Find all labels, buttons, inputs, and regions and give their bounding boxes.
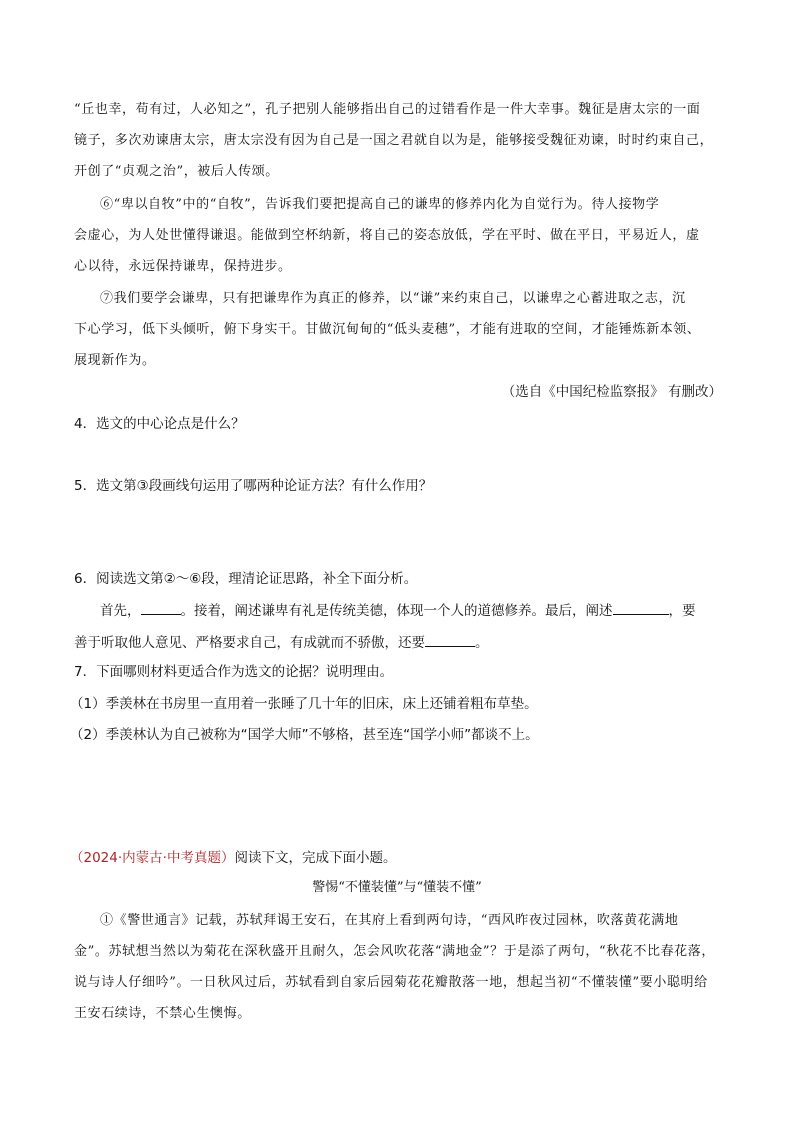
passage-2-instruction: 阅读下文，完成下面小题。 — [234, 850, 397, 866]
fill-text: 。 — [475, 635, 489, 651]
question-7-option-1: （1）季羡林在书房里一直用着一张睡了几十年的旧床，床上还铺着粗布草垫。 — [70, 696, 538, 712]
paragraph-7-line: ⑦我们要学会谦卑，只有把谦卑作为真正的修养，以“谦”来约束自己，以谦卑之心蓄进取之志，沉 — [100, 291, 686, 306]
paragraph-6-line: ⑥“卑以自牧”中的“自牧”，告诉我们要把提高自己的谦卑的修养内化为自觉行为。待人接物学 — [100, 197, 660, 212]
passage-source: （选自《中国纪检监察报》 有删改） — [501, 384, 722, 400]
paragraph-7-line: 下心学习，低下头倾听，俯下身实干。甘做沉甸甸的“低头麦穗”，才能有进取的空间，才能锤炼新本领、 — [74, 322, 701, 337]
passage-2-header — [70, 846, 722, 870]
passage-paragraph-line: 开创了“贞观之治”，被后人传颂。 — [74, 164, 279, 179]
passage-2-paragraph-line: 说与诗人仔细吟”。一日秋风过后，苏轼看到自家后园菊花花瓣散落一地，想起当初“不懂装懂”要小聪明给 — [74, 975, 708, 990]
answer-blank-2[interactable] — [613, 598, 669, 615]
fill-text: 。接着，阐述谦卑有礼是传统美德，体现一个人的道德修养。最后，阐述 — [180, 603, 613, 619]
answer-blank-3[interactable] — [425, 630, 475, 647]
exam-source-tag: （2024·内蒙古·中考真题） — [70, 850, 235, 866]
passage-paragraph-line: “丘也幸，苟有过，人必知之”，孔子把别人能够指出自己的过错看作是一件大幸事。魏征是唐太宗的一面 — [74, 102, 701, 117]
question-7-option-2: （2）季羡林认为自己被称为“国学大师”不够格，甚至连“国学小师”都谈不上。 — [70, 727, 539, 743]
question-4: 4．选文的中心论点是什么？ — [74, 416, 245, 432]
paragraph-6-line: 心以待，永远保持谦卑，保持进步。 — [74, 259, 292, 274]
passage-2-paragraph-line: 王安石续诗，不禁心生懊悔。 — [74, 1006, 251, 1021]
question-6: 6．阅读选文第②～⑥段，理清论证思路，补全下面分析。 — [74, 571, 418, 587]
passage-2-paragraph-line: ①《警世通言》记载，苏轼拜谒王安石，在其府上看到两句诗，“西风昨夜过园林，吹落黄花满地 — [100, 913, 679, 928]
paragraph-6-line: 会虚心，为人处世懂得谦退。能做到空杯纳新，将自己的姿态放低，学在平时、做在平日，平易近人，虚 — [74, 228, 700, 243]
fill-text: 首先， — [100, 603, 141, 619]
paragraph-7-line: 展现新作为。 — [74, 353, 156, 368]
fill-text: ，要 — [668, 603, 696, 619]
question-5: 5．选文第③段画线句运用了哪两种论证方法？有什么作用？ — [74, 478, 433, 494]
question-6-fill-line-2 — [74, 630, 726, 655]
passage-2-paragraph-line: 金”。苏轼想当然以为菊花在深秋盛开且耐久，怎会风吹花落“满地金”？于是添了两句，“秋花不比春花落， — [74, 944, 715, 959]
answer-blank-1[interactable] — [141, 598, 181, 615]
question-7: 7．下面哪则材料更适合作为选文的论据？说明理由。 — [74, 664, 394, 680]
question-6-fill-line-1 — [74, 598, 726, 623]
fill-text: 善于听取他人意见、严格要求自己，有成就而不骄傲，还要 — [74, 635, 425, 651]
passage-paragraph-line: 镜子，多次劝谏唐太宗，唐太宗没有因为自己是一国之君就自以为是，能够接受魏征劝谏，时时约束自己， — [74, 133, 714, 148]
passage-2-title: 警惕“不懂装懂”与“懂装不懂” — [312, 880, 482, 895]
